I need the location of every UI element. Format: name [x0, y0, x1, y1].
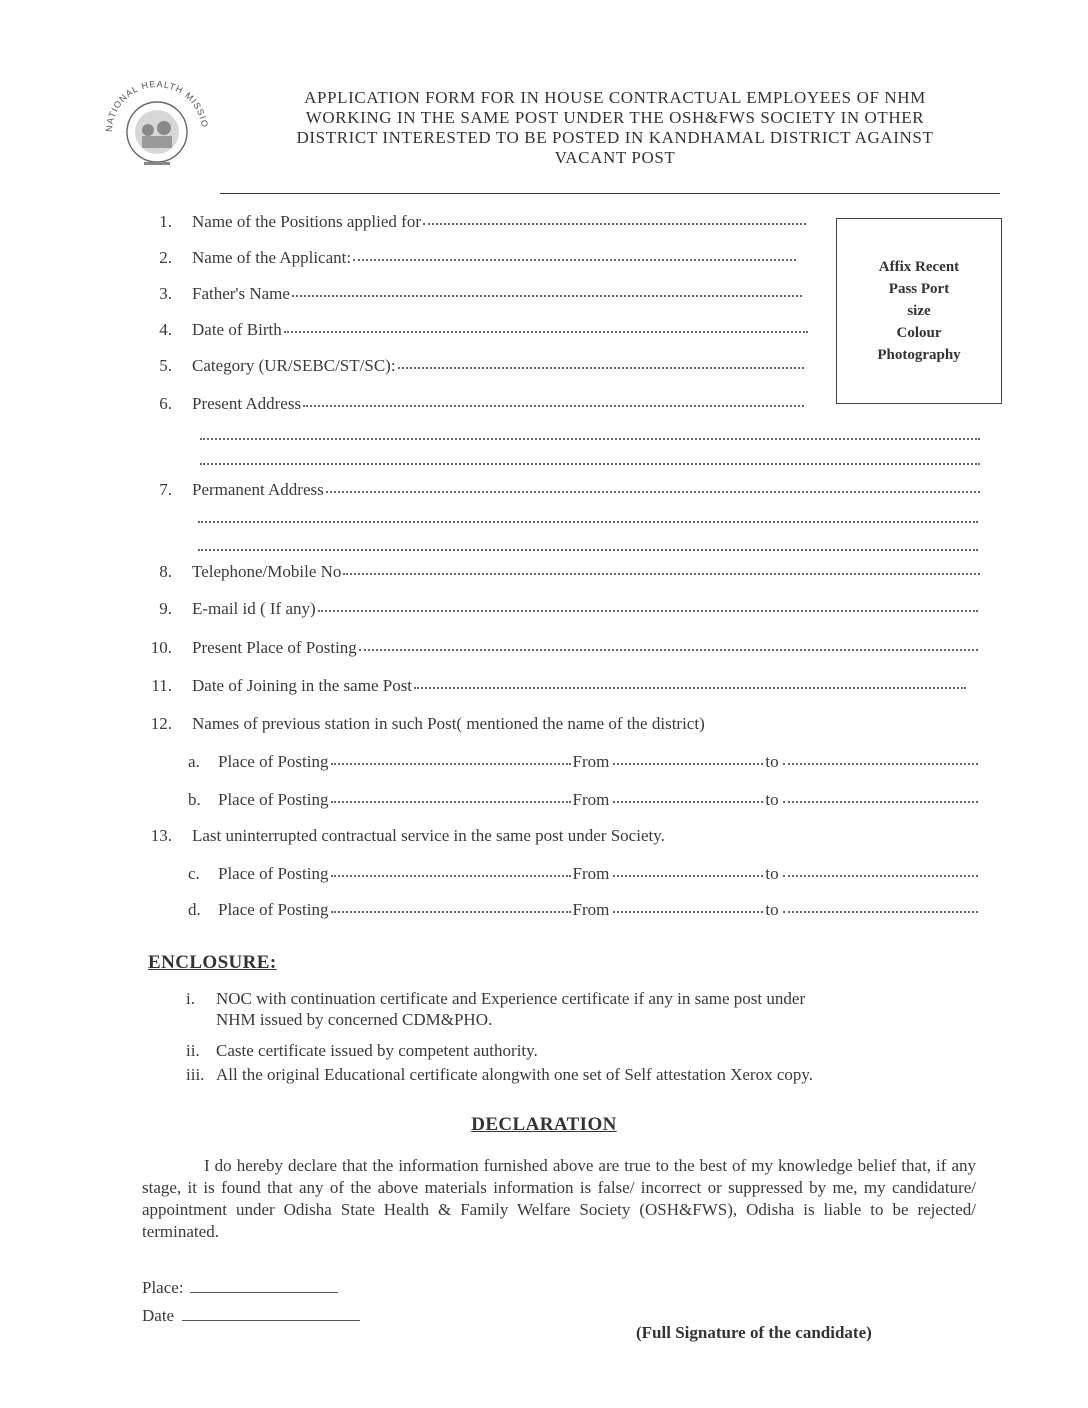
- to-label: to: [765, 790, 779, 809]
- fill-line[interactable]: [359, 649, 978, 651]
- sub-field-c[interactable]: [188, 864, 978, 884]
- field-number: 3.: [159, 284, 172, 303]
- fill-line[interactable]: [783, 801, 978, 803]
- enclosure-heading: ENCLOSURE:: [148, 952, 277, 973]
- field-number: 7.: [159, 480, 172, 499]
- from-label: From: [572, 900, 610, 919]
- sub-field-letter: d.: [188, 900, 201, 919]
- title-underline: [220, 193, 1000, 194]
- field-number: 9.: [159, 599, 172, 618]
- to-label: to: [765, 900, 779, 919]
- sub-field-a[interactable]: [188, 752, 978, 772]
- nhm-logo: [90, 70, 220, 170]
- fill-line[interactable]: [783, 875, 978, 877]
- field-label: Present Address: [192, 394, 302, 413]
- from-label: From: [572, 752, 610, 771]
- fill-line[interactable]: [414, 687, 966, 689]
- enclosure-item-3: [186, 1064, 986, 1085]
- fill-line[interactable]: [783, 763, 978, 765]
- sub-field-letter: b.: [188, 790, 201, 809]
- signature-label: (Full Signature of the candidate): [636, 1323, 872, 1342]
- enclosure-item-text-continued: NHM issued by concerned CDM&PHO.: [216, 1010, 493, 1029]
- title-line-4: VACANT POST: [554, 148, 676, 167]
- field-label: E-mail id ( If any): [192, 599, 316, 618]
- photo-line-4: Colour: [896, 325, 942, 341]
- place-row[interactable]: [142, 1278, 338, 1298]
- field-number: 5.: [159, 356, 172, 375]
- field-label: Present Place of Posting: [192, 638, 357, 657]
- enclosure-item-text: All the original Educational certificate alongwith one set of Self attestation Xerox copy.: [216, 1065, 814, 1084]
- fill-line[interactable]: [331, 875, 571, 877]
- logo-text: NATIONAL HEALTH MISSIO: [103, 78, 210, 133]
- enclosure-item-text: Caste certificate issued by competent authority.: [216, 1041, 538, 1060]
- fill-line[interactable]: [200, 438, 980, 440]
- field-date-of-joining[interactable]: [146, 676, 966, 696]
- field-number: 13.: [150, 826, 172, 845]
- fill-line[interactable]: [331, 911, 571, 913]
- field-present-posting[interactable]: [146, 638, 978, 658]
- sub-field-d[interactable]: [188, 900, 978, 920]
- field-number: 6.: [159, 394, 172, 413]
- field-number: 1.: [159, 212, 172, 231]
- field-present-address[interactable]: [150, 394, 804, 414]
- field-label: Telephone/Mobile No: [192, 562, 342, 581]
- fill-line[interactable]: [318, 610, 978, 612]
- fill-line[interactable]: [198, 521, 978, 523]
- field-label: Date of Joining in the same Post: [192, 676, 413, 695]
- photo-line-3: size: [907, 303, 931, 319]
- field-applicant-name[interactable]: [150, 248, 796, 268]
- fill-line[interactable]: [292, 295, 802, 297]
- title-line-1: APPLICATION FORM FOR IN HOUSE CONTRACTUAL EMPLOYEES OF NHM: [304, 88, 926, 107]
- enclosure-item-number: iii.: [186, 1065, 205, 1084]
- field-label: Category (UR/SEBC/ST/SC):: [192, 356, 396, 375]
- fill-line[interactable]: [398, 367, 804, 369]
- declaration-heading: DECLARATION: [471, 1114, 617, 1135]
- fill-line[interactable]: [303, 405, 804, 407]
- date-label: Date: [142, 1306, 175, 1325]
- from-label: From: [572, 790, 610, 809]
- date-fill-line[interactable]: [182, 1320, 360, 1321]
- field-number: 8.: [159, 562, 172, 581]
- sub-field-letter: c.: [188, 864, 200, 883]
- field-telephone[interactable]: [150, 562, 980, 582]
- enclosure-item-1: [186, 988, 982, 1030]
- fill-line[interactable]: [353, 259, 796, 261]
- sub-field-label: Place of Posting: [218, 900, 329, 919]
- declaration-text: I do hereby declare that the information furnished above are true to the best of my knowledge belief that, if any stage, it is found that any of the above materials information is false/ incorrect or suppressed by me, my candidature/ appointment under Odisha State Health & Family Welfare Society (OSH&FWS), Odisha is liable to be rejected/ terminated.: [142, 1156, 976, 1241]
- fill-line[interactable]: [613, 911, 763, 913]
- to-label: to: [765, 864, 779, 883]
- title-line-3: DISTRICT INTERESTED TO BE POSTED IN KANDHAMAL DISTRICT AGAINST: [296, 128, 934, 147]
- fill-line[interactable]: [284, 331, 808, 333]
- date-row[interactable]: [142, 1306, 360, 1326]
- field-date-of-birth[interactable]: [150, 320, 808, 340]
- fill-line[interactable]: [200, 463, 980, 465]
- field-number: 2.: [159, 248, 172, 267]
- field-number: 11.: [151, 676, 172, 695]
- enclosure-item-number: i.: [186, 989, 195, 1008]
- field-position[interactable]: [150, 212, 806, 232]
- field-father-name[interactable]: [150, 284, 802, 304]
- fill-line[interactable]: [613, 875, 763, 877]
- fill-line[interactable]: [331, 801, 571, 803]
- sub-field-label: Place of Posting: [218, 790, 329, 809]
- place-fill-line[interactable]: [190, 1292, 338, 1293]
- field-email[interactable]: [150, 599, 978, 619]
- field-label: Date of Birth: [192, 320, 282, 339]
- field-label: Father's Name: [192, 284, 290, 303]
- sub-field-b[interactable]: [188, 790, 978, 810]
- field-number: 12.: [150, 714, 172, 733]
- sub-field-label: Place of Posting: [218, 864, 329, 883]
- photo-line-2: Pass Port: [888, 281, 950, 297]
- fill-line[interactable]: [783, 911, 978, 913]
- fill-line[interactable]: [613, 763, 763, 765]
- fill-line[interactable]: [343, 573, 980, 575]
- photo-line-5: Photography: [877, 347, 961, 363]
- sub-field-label: Place of Posting: [218, 752, 329, 771]
- photo-box-text: [844, 256, 994, 366]
- fill-line[interactable]: [326, 491, 980, 493]
- form-title: [230, 88, 1000, 168]
- enclosure-item-number: ii.: [186, 1041, 200, 1060]
- enclosure-item-text: NOC with continuation certificate and Experience certificate if any in same post under: [216, 989, 806, 1008]
- fill-line[interactable]: [331, 763, 571, 765]
- title-line-2: WORKING IN THE SAME POST UNDER THE OSH&FWS SOCIETY IN OTHER: [305, 108, 925, 127]
- field-category[interactable]: [150, 356, 804, 376]
- photo-box[interactable]: [836, 218, 1002, 404]
- photo-line-1: Affix Recent: [878, 259, 960, 275]
- fill-line[interactable]: [198, 549, 978, 551]
- field-number: 10.: [150, 638, 172, 657]
- from-label: From: [572, 864, 610, 883]
- fill-line[interactable]: [423, 223, 806, 225]
- field-number: 4.: [159, 320, 172, 339]
- field-label: Name of the Applicant:: [192, 248, 352, 267]
- field-label: Permanent Address: [192, 480, 324, 499]
- to-label: to: [765, 752, 779, 771]
- field-uninterrupted-service: [146, 826, 665, 846]
- place-label: Place:: [142, 1278, 184, 1297]
- field-permanent-address[interactable]: [150, 480, 980, 500]
- field-label: Name of the Positions applied for: [192, 212, 421, 231]
- enclosure-item-2: [186, 1040, 982, 1061]
- field-label: Names of previous station in such Post( mentioned the name of the district): [192, 714, 705, 733]
- sub-field-letter: a.: [188, 752, 200, 771]
- field-label: Last uninterrupted contractual service in the same post under Society.: [192, 826, 665, 845]
- field-previous-stations: [146, 714, 705, 734]
- fill-line[interactable]: [613, 801, 763, 803]
